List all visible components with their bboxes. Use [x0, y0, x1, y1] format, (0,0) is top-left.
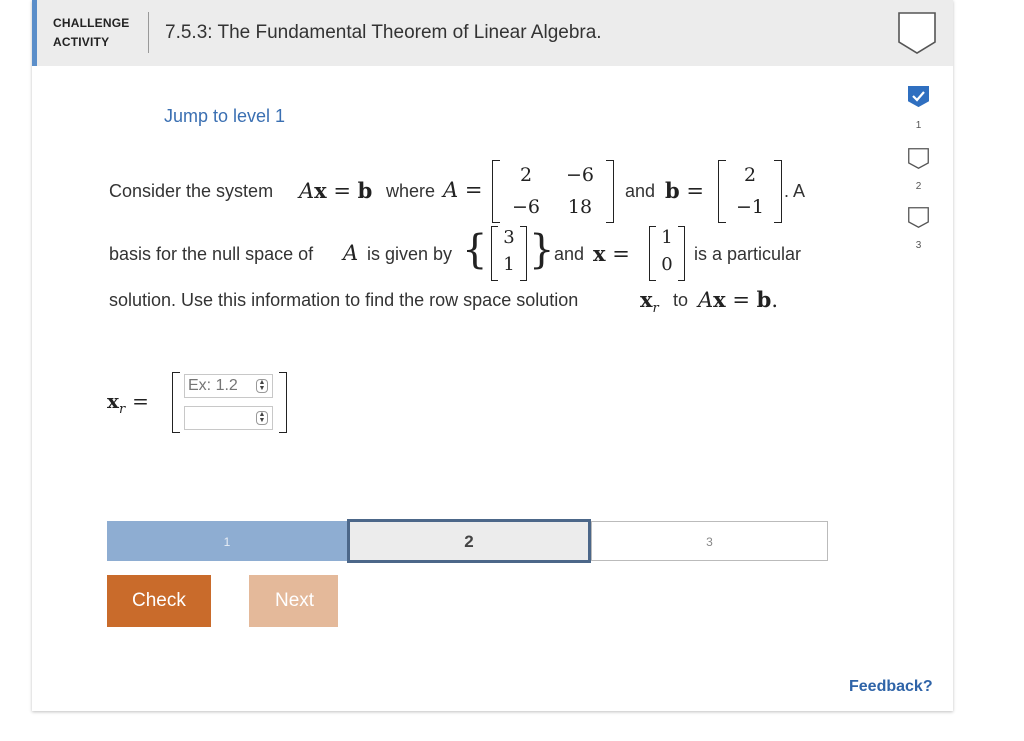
equation-Ax-b-2: Ax = b.: [698, 287, 779, 312]
level-progress-bar: [107, 521, 828, 561]
answer-field-2[interactable]: [186, 408, 258, 428]
level-2-icon[interactable]: [908, 148, 929, 169]
activity-header: [32, 0, 953, 66]
matrix-A: [492, 160, 614, 224]
level-number: 1: [915, 120, 922, 131]
matrix-A-cell: 2: [519, 164, 533, 186]
answer-label: $x_r$ =: [107, 389, 149, 417]
vector-x-cell: 0: [661, 254, 673, 275]
equation-xr: $x_r$: [640, 287, 659, 317]
challenge-activity-card: [32, 0, 953, 711]
null-basis-cell: 1: [503, 254, 515, 275]
level-number: 2: [915, 181, 922, 192]
jump-to-level-link[interactable]: Jump to level 1: [164, 106, 286, 126]
progress-segment-3[interactable]: 3: [591, 521, 828, 561]
null-basis-cell: 3: [503, 227, 515, 248]
problem-text-basis: basis for the null space of: [109, 244, 314, 264]
null-space-basis-vector: [491, 226, 527, 282]
equation-A: A: [343, 241, 359, 265]
completion-badge-icon: [898, 12, 936, 54]
check-button[interactable]: Check: [107, 575, 211, 627]
matrix-A-cell: −6: [565, 164, 594, 186]
header-divider: [148, 12, 149, 53]
equation-Ax-b: Ax = b: [299, 178, 373, 203]
level-number: 3: [915, 240, 922, 251]
answer-input-2[interactable]: [184, 406, 273, 430]
problem-text-given-by: is given by: [367, 244, 453, 264]
equation-b-equals: b =: [665, 178, 704, 203]
problem-text-and-2: and: [554, 244, 585, 264]
problem-text-A-tail: . A: [784, 181, 806, 201]
level-1-completed-icon[interactable]: [908, 86, 929, 107]
problem-text-where: where: [386, 181, 436, 201]
activity-title: 7.5.3: The Fundamental Theorem of Linear Algebra.: [165, 22, 602, 43]
spin-stepper-icon[interactable]: ▲ ▼: [256, 379, 268, 393]
answer-input-1[interactable]: [184, 374, 273, 398]
header-accent-bar: [32, 0, 37, 66]
activity-type-line2: ACTIVITY: [53, 35, 110, 49]
problem-text-consider: Consider the system: [109, 181, 274, 201]
progress-segment-1[interactable]: 1: [107, 521, 347, 561]
problem-text-to: to: [673, 290, 689, 310]
answer-field-1[interactable]: [186, 376, 258, 396]
progress-segment-2[interactable]: 2: [347, 519, 591, 563]
spin-stepper-icon[interactable]: ▲ ▼: [256, 411, 268, 425]
vector-b-cell: −1: [735, 196, 764, 218]
vector-b-cell: 2: [743, 164, 757, 186]
level-3-icon[interactable]: [908, 207, 929, 228]
problem-text-solution: solution. Use this information to find the row space solution: [109, 290, 579, 310]
feedback-link[interactable]: Feedback?: [849, 678, 933, 695]
activity-type-label: [53, 14, 129, 52]
right-brace: }: [529, 227, 555, 273]
problem-text-and: and: [625, 181, 656, 201]
next-button[interactable]: Next: [249, 575, 338, 627]
matrix-A-cell: 18: [567, 196, 593, 218]
equation-A-equals: A =: [443, 178, 483, 202]
activity-type-line1: CHALLENGE: [53, 16, 130, 30]
vector-x-cell: 1: [661, 227, 673, 248]
equation-x-equals: x =: [593, 241, 630, 266]
matrix-A-cell: −6: [511, 196, 540, 218]
problem-text-particular: is a particular: [694, 244, 802, 264]
left-brace: {: [462, 227, 488, 273]
vector-b: [718, 160, 782, 224]
vector-x: [649, 226, 685, 282]
